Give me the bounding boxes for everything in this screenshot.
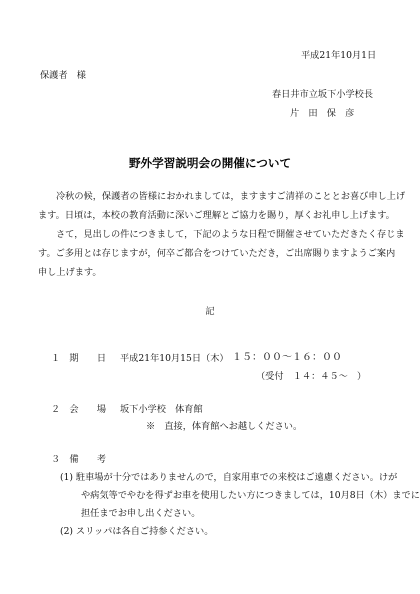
body-line: 冷秋の候，保護者の皆様におかれましては，ますますご清祥のこととお喜び申し上げ bbox=[56, 191, 406, 202]
note-line: 担任までお申し出ください。 bbox=[81, 508, 201, 519]
body-line: ます。日頃は，本校の教育活動に深いご理解とご協力を賜り，厚くお礼申し上げます。 bbox=[38, 210, 395, 221]
document-title: 野外学習説明会の開催について bbox=[128, 156, 292, 170]
sender-organization: 春日井市立坂下小学校長 bbox=[272, 89, 374, 100]
note-line: や病気等でやむを得ずお車を使用したい方につきましては，10月8日（木）までに bbox=[81, 490, 420, 501]
place-note: ※ 直接，体育館へお越しください。 bbox=[146, 421, 303, 432]
date-value: 平成21年10月15日（木） bbox=[120, 353, 229, 364]
ki-heading: 記 bbox=[205, 306, 215, 317]
addressee: 保護者 様 bbox=[40, 70, 86, 81]
reception-time: （受付 １４：４５～ ） bbox=[256, 371, 367, 382]
note-line: (1) 駐車場が十分ではありませんので，自家用車での来校はご遠慮ください。けが bbox=[60, 472, 398, 483]
document-date: 平成21年10月1日 bbox=[301, 50, 377, 61]
sender-name: 片 田 保 彦 bbox=[290, 108, 355, 119]
body-line: 申し上げます。 bbox=[38, 267, 102, 278]
note-line: (2) スリッパは各自ご持参ください。 bbox=[60, 526, 214, 537]
date-label: １ 期 日 bbox=[51, 353, 107, 364]
body-line: す。ご多用とは存じますが，何卒ご都合をつけていただき，ご出席賜りますようご案内 bbox=[38, 248, 396, 259]
notes-label: ３ 備 考 bbox=[51, 454, 107, 465]
time-value: １５：００～１６：００ bbox=[232, 352, 342, 363]
place-label: ２ 会 場 bbox=[51, 404, 107, 415]
place-value: 坂下小学校 体育館 bbox=[120, 404, 203, 415]
body-line: さて，見出しの件につきまして，下記のような日程で開催させていただきたく存じま bbox=[56, 229, 405, 240]
